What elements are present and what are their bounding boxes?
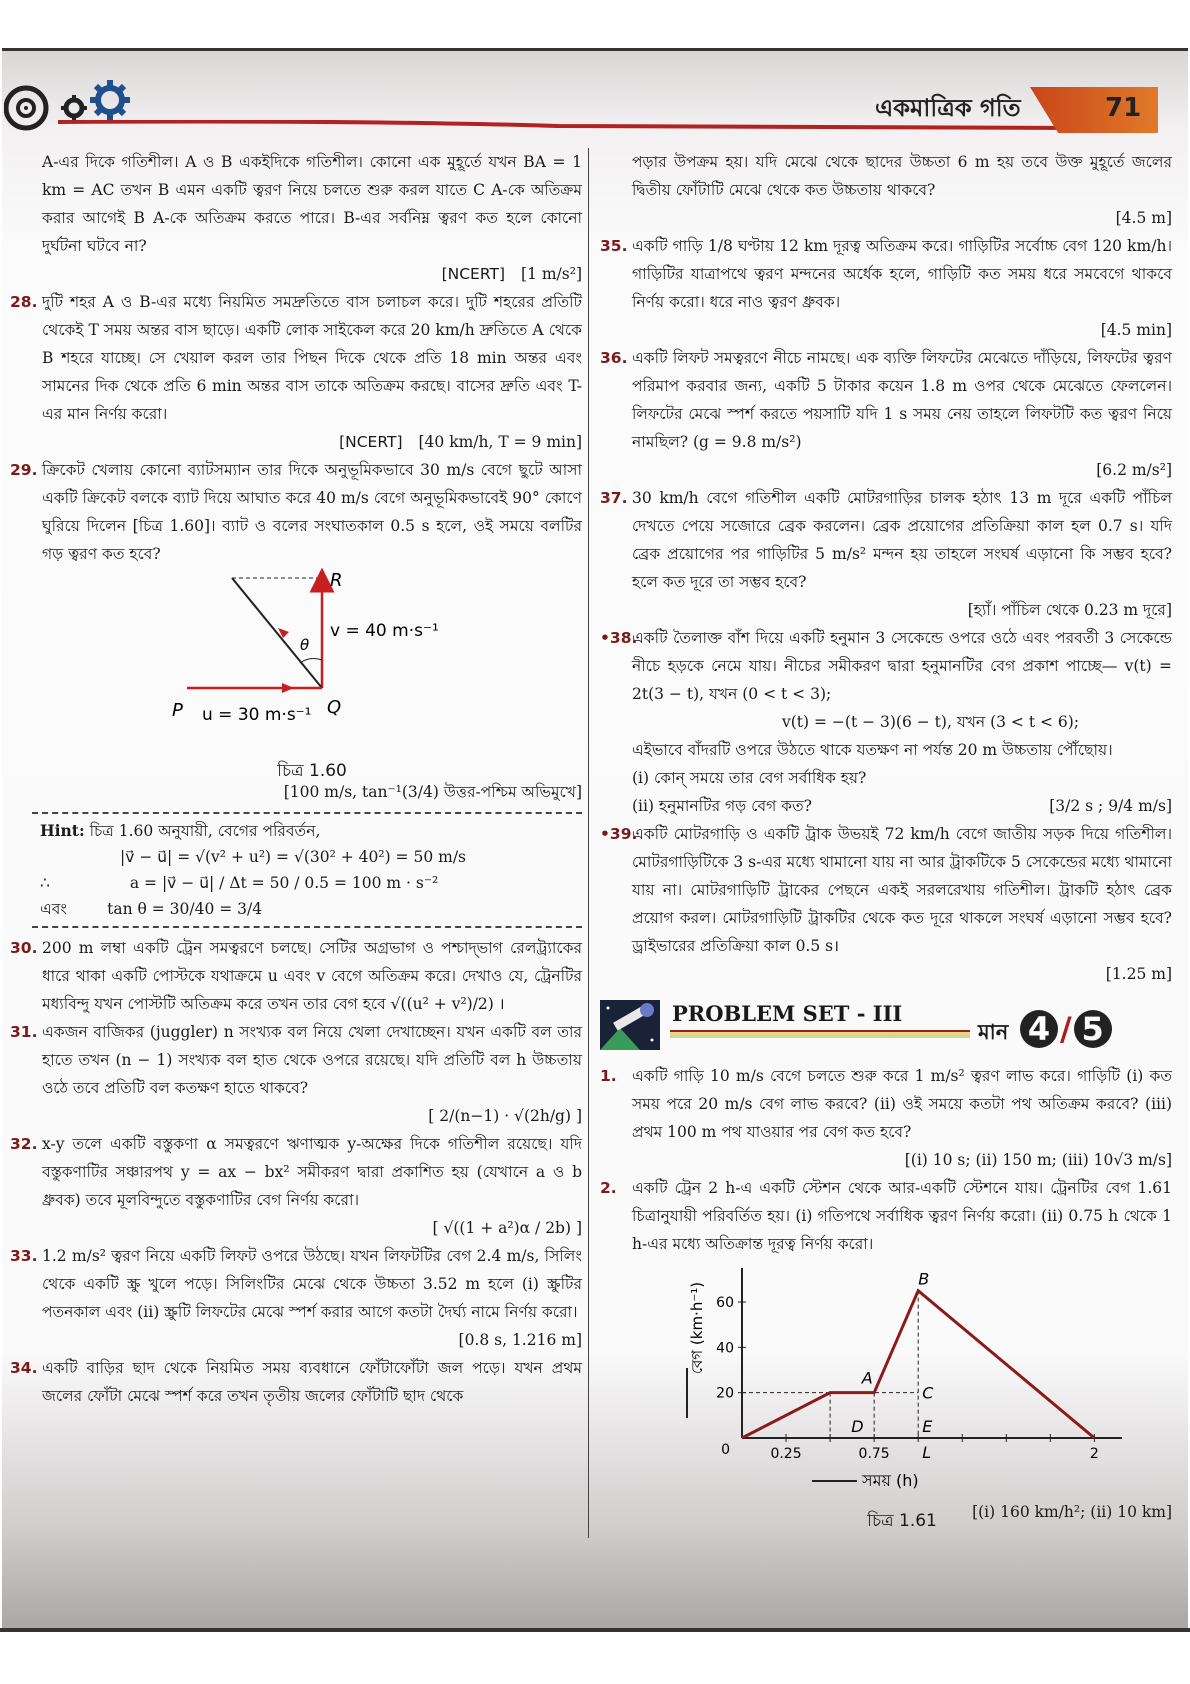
question-35	[600, 232, 1172, 344]
y-axis-label: বেগ (km·h⁻¹)	[688, 1281, 706, 1375]
answer: [1.25 m]	[1105, 965, 1172, 983]
question-number: •39.	[600, 825, 638, 843]
marks-separator: /	[1060, 1010, 1072, 1048]
question-36	[600, 344, 1172, 484]
y-tick-label: 40	[716, 1340, 734, 1357]
question-number: 29.	[10, 461, 38, 479]
question-29	[10, 456, 582, 806]
question-28	[10, 288, 582, 456]
label-R: R	[330, 570, 343, 591]
answer: [(i) 10 s; (ii) 150 m; (iii) 10√3 m/s]	[904, 1151, 1172, 1169]
therefore-symbol: ∴	[40, 874, 50, 892]
answer: [1 m/s²]	[521, 265, 582, 283]
chapter-title: একমাত্রিক গতি	[875, 94, 1021, 122]
question-text: একজন বাজিকর (juggler) n সংখ্যক বল নিয়ে খেলা দেখাচ্ছেন। যখন একটি বল তার হাতে তখন (n − 1) সংখ্যক বল হাত থেকে ওপরে রয়েছে। যদি প্রতিটি বল h উচ্চতায় ওঠে তবে প্রতিটি বল কতক্ষণ হাতে থাকবে?	[42, 1023, 582, 1097]
velocity-time-chart	[632, 1258, 1152, 1498]
equation: tan θ = 30/40 = 3/4	[107, 900, 263, 918]
question-34-continued	[600, 148, 1172, 232]
question-number: 33.	[10, 1247, 38, 1265]
problem-2	[600, 1174, 1172, 1531]
problem-1	[600, 1062, 1172, 1174]
point-label-C: C	[922, 1383, 934, 1403]
x-tick-label: 0.25	[770, 1446, 802, 1462]
label-u: u = 30 m·s⁻¹	[202, 705, 312, 725]
arrowhead	[282, 683, 294, 693]
answer: [ √((1 + a²)α / 2b) ]	[432, 1219, 582, 1237]
sub-question-i: (i) কোন্ সময়ে তার বেগ সর্বাধিক হয়?	[632, 769, 867, 787]
label-Q: Q	[327, 697, 342, 718]
answer: [4.5 m]	[1115, 209, 1172, 227]
question-number: •38.	[600, 629, 638, 647]
question-32	[10, 1130, 582, 1242]
problem-number: 2.	[600, 1179, 617, 1197]
point-label-D: D	[851, 1417, 864, 1436]
question-34	[10, 1354, 582, 1410]
question-number: 34.	[10, 1359, 38, 1377]
problem-number: 1.	[600, 1067, 617, 1085]
answer: [3/2 s ; 9/4 m/s]	[1049, 797, 1172, 815]
question-number: 36.	[600, 349, 628, 367]
marks-label: মান	[978, 1020, 1009, 1044]
marks-badge	[1020, 1010, 1112, 1048]
and-label: এবং	[40, 900, 68, 918]
question-text: 200 m লম্বা একটি ট্রেন সমত্বরণে চলছে। সেটির অগ্রভাগ ও পশ্চাদ্‌ভাগ রেলট্র্যাকের ধারে থাকা একটি পোস্টকে যথাক্রমে u এবং v বেগে অতিক্রম করে। দেখাও যে, ট্রেনটির মধ্যবিন্দু যখন পোস্টটি অতিক্রম করে তখন তার বেগ হবে √((u² + v²)/2) ।	[42, 939, 582, 1013]
answer: [হ্যাঁ। পাঁচিল থেকে 0.23 m দূরে]	[967, 601, 1172, 619]
question-text: এইভাবে বাঁদরটি ওপরে উঠতে থাকে যতক্ষণ না পর্যন্ত 20 m উচ্চতায় পৌঁছোয়।	[632, 741, 1113, 759]
question-33	[10, 1242, 582, 1354]
page-bottom-edge	[0, 1628, 1190, 1632]
question-number: 32.	[10, 1135, 38, 1153]
question-text: একটি বাড়ির ছাদ থেকে নিয়মিত সময় ব্যবধানে ফোঁটাফোঁটা জল পড়ে। যখন প্রথম জলের ফোঁটা মেঝে স্পর্শ করে তখন তৃতীয় জলের ফোঁটাটি ছাদ থেকে	[42, 1359, 582, 1405]
question-30	[10, 934, 582, 1018]
angle-arc	[300, 659, 322, 663]
question-text: ক্রিকেট খেলায় কোনো ব্যাটসম্যান তার দিকে অনুভূমিকভাবে 30 m/s বেগে ছুটে আসা একটি ক্রিকেট বলকে ব্যাট দিয়ে আঘাত করে 40 m/s বেগে অনুভূমিকভাবেই 90° কোণে ঘুরিয়ে দিলেন [চিত্র 1.60]। ব্যাট ও বলের সংঘাতকাল 0.5 s হলে, ওই সময়ে বলটির গড় ত্বরণ কত হবে?	[42, 461, 582, 563]
point-label-B: B	[918, 1269, 930, 1289]
right-column	[600, 148, 1173, 1531]
point-label-E: E	[922, 1417, 933, 1436]
equation: |v⃗ − u⃗| = √(v² + u²) = √(30² + 40²) = 50 m/s	[120, 848, 466, 866]
left-column	[10, 148, 582, 1410]
hint-intro: চিত্র 1.60 অনুযায়ী, বেগের পরিবর্তন,	[89, 822, 321, 840]
answer: [4.5 min]	[1100, 321, 1172, 339]
x-axis-label: সময় (h)	[862, 1471, 919, 1490]
marks-value-b: 5	[1074, 1010, 1112, 1048]
y-tick-label: 20	[716, 1385, 734, 1402]
question-37	[600, 484, 1172, 624]
question-number: 37.	[600, 489, 628, 507]
equation: v(t) = −(t − 3)(6 − t), যখন (3 < t < 6);	[782, 713, 1080, 731]
question-text: দুটি শহর A ও B-এর মধ্যে নিয়মিত সমদ্রুতিতে বাস চলাচল করে। দুটি শহরের প্রতিটি থেকেই T সময় অন্তর বাস ছাড়ে। একটি লোক সাইকেল করে 20 km/h দ্রুতিতে A থেকে B শহরে যাচ্ছে। সে খেয়াল করল তার পিছন দিকে থেকে প্রতি 18 min অন্তর এবং সামনের দিক থেকে প্রতি 6 min অন্তর বাস তাকে অতিক্রম করছে। বাসের দ্রুতি এবং T-এর মান নির্ণয় করো।	[42, 293, 582, 423]
question-text: পড়ার উপক্রম হয়। যদি মেঝে থেকে ছাদের উচ্চতা 6 m হয় তবে উক্ত মুহূর্তে জলের দ্বিতীয় ফোঁটাটি মেঝে থেকে কত উচ্চতায় থাকবে?	[632, 153, 1172, 199]
x-tick-label: 2	[1089, 1446, 1099, 1462]
x-tick-label: 0.75	[858, 1446, 890, 1462]
question-number: 28.	[10, 293, 38, 311]
question-text: 1.2 m/s² ত্বরণ নিয়ে একটি লিফট ওপরে উঠছে। যখন লিফটটির বেগ 2.4 m/s, সিলিং থেকে একটি স্ক্রু খুলে পড়ে। সিলিংটির মেঝে থেকে উচ্চতা 3.52 m হলে (i) স্ক্রুটির পতনকাল এবং (ii) স্ক্রুটি লিফটের মেঝে স্পর্শ করার আগে কতটা দৈর্ঘ্য নামে নির্ণয় করো।	[42, 1247, 582, 1321]
answer: [40 km/h, T = 9 min]	[418, 433, 582, 451]
point-label-L: L	[922, 1443, 932, 1462]
question-text: x-y তলে একটি বস্তুকণা α সমত্বরণে ঋণাত্মক y-অক্ষের দিকে গতিশীল রয়েছে। যদি বস্তুকণাটির সঞ্চারপথ y = ax − bx² সমীকরণ দ্বারা প্রকাশিত হয় (যেখানে a ও b ধ্রুবক) তবে মূলবিন্দুতে বস্তুকণাটির বেগ নির্ণয় করো।	[42, 1135, 582, 1209]
problem-text: একটি গাড়ি 10 m/s বেগে চলতে শুরু করে 1 m/s² ত্বরণ লাভ করে। গাড়িটি (i) কত সময় পরে 20 m/s বেগ লাভ করবে? (ii) ওই সময়ে কতটা পথ অতিক্রম করবে? (iii) প্রথম 100 m পথ যাওয়ার পর বেগ কত হবে?	[632, 1067, 1172, 1141]
question-number: 31.	[10, 1023, 38, 1041]
problem-set-title: PROBLEM SET - III	[672, 1001, 903, 1026]
figure-1-60	[42, 568, 582, 781]
problem-text: একটি ট্রেন 2 h-এ একটি স্টেশন থেকে আর-একটি স্টেশনে যায়। ট্রেনটির বেগ 1.61 চিত্রানুযায়ী পরিবর্তিত হয়। (i) গতিপথে সর্বাধিক ত্বরণ নির্ণয় করো। (ii) 0.75 h থেকে 1 h-এর মধ্যে অতিক্রান্ত দূরত্ব নির্ণয় করো।	[632, 1179, 1172, 1253]
page-number: 71	[1105, 93, 1142, 123]
velocity-vector-diagram	[42, 568, 582, 748]
problem-set-rule	[670, 1030, 970, 1038]
column-divider	[588, 148, 589, 1538]
question-31	[10, 1018, 582, 1130]
figure-caption: চিত্র 1.61	[867, 1511, 937, 1531]
figure-caption: চিত্র 1.60	[277, 761, 347, 781]
problem-set-header	[600, 998, 1172, 1056]
marks-value-a: 4	[1020, 1010, 1058, 1048]
y-tick-label: 60	[716, 1295, 734, 1311]
label-P: P	[172, 700, 183, 721]
point-label-A: A	[861, 1368, 873, 1388]
vector-difference	[232, 578, 322, 688]
answer: [6.2 m/s²]	[1096, 461, 1172, 479]
question-27-continued	[10, 148, 582, 288]
label-theta: θ	[300, 636, 310, 654]
origin-label: 0	[721, 1442, 730, 1458]
question-38	[600, 624, 1172, 820]
equation: a = |v⃗ − u⃗| / Δt = 50 / 0.5 = 100 m · s⁻²	[129, 874, 439, 892]
sub-question-ii: (ii) হনুমানটির গড় বেগ কত?	[632, 797, 812, 815]
question-text: একটি গাড়ি 1/8 ঘণ্টায় 12 km দূরত্ব অতিক্রম করে। গাড়িটির সর্বোচ্চ বেগ 120 km/h। গাড়িটির যাত্রাপথে ত্বরণ মন্দনের অর্ধেক হলে, গাড়িটি কত সময় ধরে সমবেগে থাকবে নির্ণয় করো। ধরে নাও ত্বরণ ধ্রুবক।	[632, 237, 1172, 311]
answer: [0.8 s, 1.216 m]	[458, 1331, 582, 1349]
question-number: 30.	[10, 939, 38, 957]
hint-box	[32, 812, 582, 928]
label-v: v = 40 m·s⁻¹	[330, 621, 439, 641]
answer: [(i) 160 km/h²; (ii) 10 km]	[972, 1503, 1172, 1521]
question-number: 35.	[600, 237, 628, 255]
hint-label: Hint:	[40, 821, 85, 840]
question-text: একটি লিফট সমত্বরণে নীচে নামছে। এক ব্যক্তি লিফটের মেঝেতে দাঁড়িয়ে, লিফটের ত্বরণ পরিমাপ করবার জন্য, একটি 5 টাকার কয়েন 1.8 m ওপর থেকে মেঝেতে ফেললেন। লিফটের মেঝে স্পর্শ করতে পয়সাটি যদি 1 s সময় নেয় তাহলে লিফটটি কত ত্বরণ নিয়ে নামছিল? (g = 9.8 m/s²)	[632, 349, 1172, 451]
answer: [ 2/(n−1) · √(2h/g) ]	[428, 1107, 582, 1125]
question-39	[600, 820, 1172, 988]
source-tag: [NCERT]	[441, 265, 506, 283]
question-text: একটি মোটরগাড়ি ও একটি ট্রাক উভয়ই 72 km/h বেগে জাতীয় সড়ক দিয়ে গতিশীল। মোটরগাড়িটিকে 3 s-এর মধ্যে থামানো যায় না আর ট্রাকটিকে 5 সেকেন্ডের মধ্যে থামানো যায় না। মোটরগাড়িটি ট্রাকের পেছনে একই সরলরেখায় গতিশীল। ট্রাকটি হঠাৎ ব্রেক প্রয়োগ করল। মোটরগাড়িটি ট্রাকটির থেকে কত দূরে থাকলে সংঘর্ষ এড়ানো সম্ভব হবে? ড্রাইভারের প্রতিক্রিয়া কাল 0.5 s।	[632, 825, 1173, 955]
question-text: 30 km/h বেগে গতিশীল একটি মোটরগাড়ির চালক হঠাৎ 13 m দূরে একটি পাঁচিল দেখতে পেয়ে সজোরে ব্রেক করলেন। ব্রেক প্রয়োগের প্রতিক্রিয়া কাল হল 0.7 s। যদি ব্রেক প্রয়োগের পর গাড়িটির 5 m/s² মন্দন হয় তাহলে সংঘর্ষ এড়ানো কি সম্ভব হবে? হলে কত দূরে তা সম্ভব হবে?	[632, 489, 1172, 591]
question-text: একটি তৈলাক্ত বাঁশ দিয়ে একটি হনুমান 3 সেকেন্ডে ওপরে ওঠে এবং পরবর্তী 3 সেকেন্ডে নীচে হড়কে নেমে যায়। নীচের সমীকরণ দ্বারা হনুমানটির বেগ প্রকাশ পাচ্ছে— v(t) = 2t(3 − t), যখন (0 < t < 3);	[632, 629, 1172, 703]
telescope-icon	[600, 1000, 660, 1050]
answer: [100 m/s, tan⁻¹(3/4) উত্তর-পশ্চিম অভিমুখে]	[283, 783, 582, 801]
question-text: A-এর দিকে গতিশীল। A ও B একইদিকে গতিশীল। কোনো এক মুহূর্তে যখন BA = 1 km = AC তখন B এমন একটি ত্বরণ নিয়ে চলতে শুরু করল যাতে C A-কে অতিক্রম করার আগেই B A-কে অতিক্রম করতে পারে। B-এর সর্বনিম্ন ত্বরণ কত হলে কোনো দুর্ঘটনা ঘটবে না?	[42, 153, 582, 255]
source-tag: [NCERT]	[339, 433, 403, 451]
